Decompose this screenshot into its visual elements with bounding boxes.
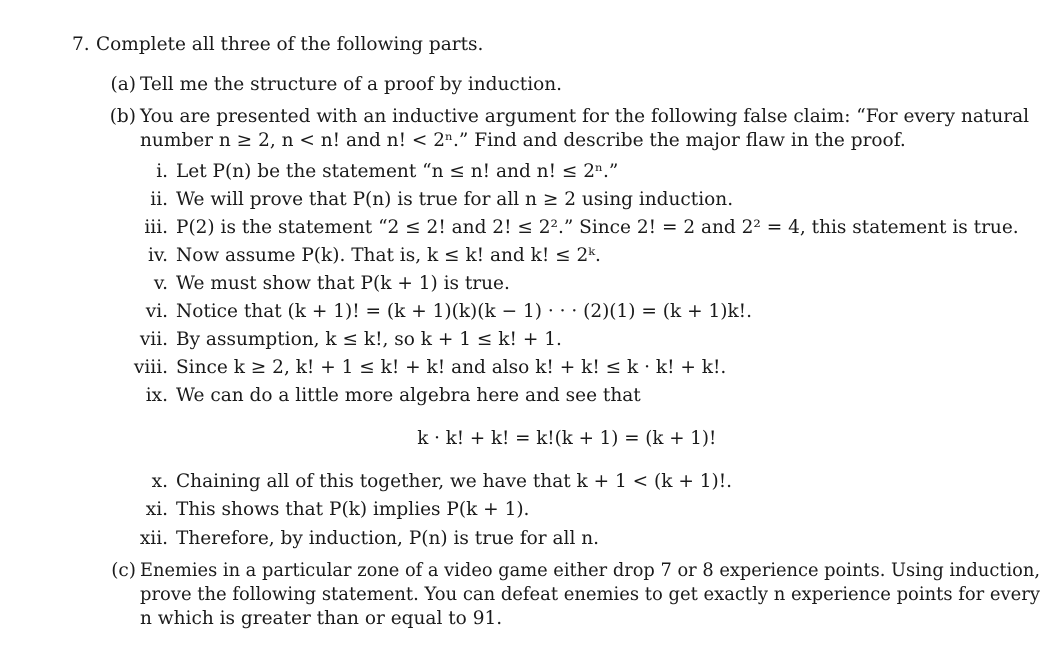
part-b-label: (b) [109, 106, 136, 127]
step-label: xii. [139, 528, 168, 549]
step-label: viii. [133, 357, 168, 378]
step-label: iii. [144, 217, 168, 238]
step-label: vi. [145, 301, 168, 322]
step-text: Let P(n) be the statement “n ≤ n! and n! ≤ 2ⁿ.” [176, 161, 619, 182]
step-text: We will prove that P(n) is true for all n ≥ 2 using induction. [176, 189, 734, 210]
step-text: Chaining all of this together, we have that k + 1 < (k + 1)!. [176, 471, 733, 492]
step-label: iv. [147, 245, 168, 266]
step-label: ix. [145, 385, 168, 406]
step-text: Notice that (k + 1)! = (k + 1)(k)(k − 1) · · · (2)(1) = (k + 1)k!. [176, 301, 752, 322]
step-text: We can do a little more algebra here and see that [176, 385, 641, 406]
part-a-label: (a) [110, 74, 136, 95]
step-text: Since k ≥ 2, k! + 1 ≤ k! + k! and also k! + k! ≤ k · k! + k!. [176, 357, 727, 378]
display-equation: k · k! + k! = k!(k + 1) = (k + 1)! [417, 428, 717, 449]
step-text: By assumption, k ≤ k!, so k + 1 ≤ k! + 1. [176, 329, 562, 350]
step-text: Now assume P(k). That is, k ≤ k! and k! ≤ 2ᵏ. [176, 245, 601, 266]
part-c-line-3: n which is greater than or equal to 91. [140, 608, 503, 629]
step-label: vii. [139, 329, 168, 350]
step-text: Therefore, by induction, P(n) is true for all n. [176, 528, 600, 549]
part-c-line-1: Enemies in a particular zone of a video game either drop 7 or 8 experience points. Using induction, [140, 560, 1041, 581]
part-a-text: Tell me the structure of a proof by induction. [140, 74, 563, 95]
part-c-line-2: prove the following statement. You can defeat enemies to get exactly n experience points for every [140, 584, 1040, 605]
part-b-line-1: You are presented with an inductive argument for the following false claim: “For every natural [140, 106, 1030, 127]
part-c-label: (c) [111, 560, 136, 581]
step-label: i. [156, 161, 168, 182]
step-label: xi. [145, 499, 168, 520]
step-text: P(2) is the statement “2 ≤ 2! and 2! ≤ 2².” Since 2! = 2 and 2² = 4, this statement is true. [176, 217, 1019, 238]
problem-intro: Complete all three of the following parts. [96, 34, 484, 55]
step-text: We must show that P(k + 1) is true. [176, 273, 510, 294]
part-b-line-2: number n ≥ 2, n < n! and n! < 2ⁿ.” Find and describe the major flaw in the proof. [140, 130, 906, 151]
step-label: ii. [150, 189, 168, 210]
step-label: v. [153, 273, 168, 294]
step-label: x. [151, 471, 168, 492]
step-text: This shows that P(k) implies P(k + 1). [176, 499, 530, 520]
problem-number: 7. [72, 34, 90, 55]
